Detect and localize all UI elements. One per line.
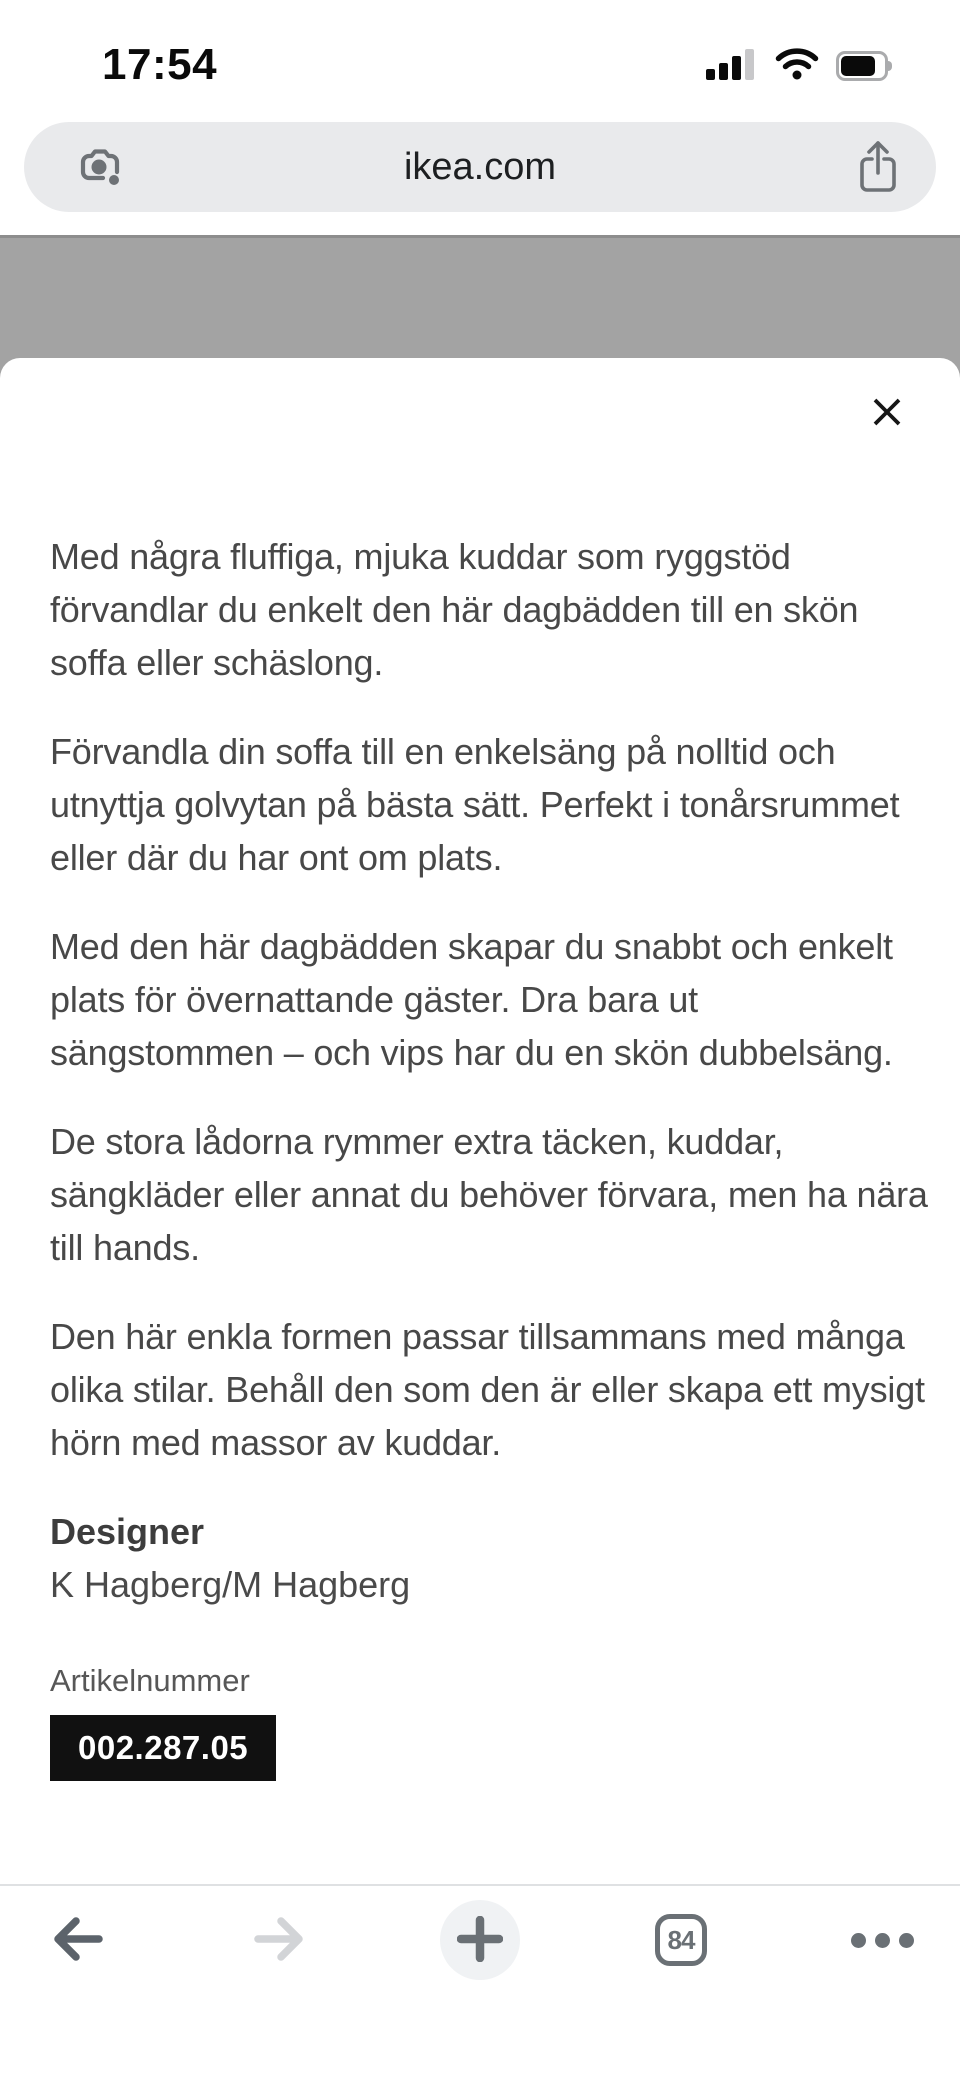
plus-icon	[457, 1916, 503, 1965]
article-number-label: Artikelnummer	[50, 1663, 250, 1698]
designer-heading: Designer	[50, 1511, 205, 1552]
dimmed-page-backdrop[interactable]	[0, 235, 960, 378]
lens-camera-icon[interactable]	[76, 143, 124, 191]
back-arrow-icon	[49, 1914, 107, 1967]
share-icon[interactable]	[858, 140, 898, 194]
chrome-gap	[0, 213, 960, 235]
description-paragraph: Med några fluffiga, mjuka kuddar som ryggstöd förvandlar du enkelt den här dagbädden till en skön soffa eller schäslong.	[50, 536, 859, 683]
tab-switcher-button[interactable]	[641, 1900, 721, 1980]
product-description	[0, 530, 960, 1781]
close-button[interactable]	[870, 396, 904, 430]
address-bar-row	[0, 122, 960, 213]
back-button[interactable]	[38, 1900, 118, 1980]
forward-button[interactable]	[239, 1900, 319, 1980]
battery-icon	[836, 51, 892, 81]
description-paragraph: Förvandla din soffa till en enkelsäng på nolltid och utnyttja golvytan på bästa sätt. Perfekt i tonårsrummet eller där du har ont om plats.	[50, 731, 900, 878]
ellipsis-icon	[851, 1933, 914, 1948]
url-text: ikea.com	[403, 145, 557, 188]
forward-arrow-icon	[250, 1914, 308, 1967]
wifi-icon	[775, 47, 819, 85]
designer-names: K Hagberg/M Hagberg	[50, 1564, 411, 1605]
description-paragraph: Med den här dagbädden skapar du snabbt och enkelt plats för övernattande gäster. Dra bara ut sängstommen – och vips har du en skön dubbelsäng.	[50, 926, 893, 1073]
status-bar	[0, 0, 960, 122]
description-paragraph: De stora lådorna rymmer extra täcken, kuddar, sängkläder eller annat du behöver förvara, men ha nära till hands.	[50, 1121, 928, 1268]
browser-toolbar	[0, 1884, 960, 2078]
article-number-badge: 002.287.05	[50, 1715, 276, 1781]
sheet-header	[0, 358, 960, 430]
clock-time: 17:54	[102, 40, 218, 89]
menu-button[interactable]	[842, 1900, 922, 1980]
product-info-sheet	[0, 358, 960, 1886]
tab-counter: 84	[655, 1914, 707, 1966]
new-tab-button[interactable]	[440, 1900, 520, 1980]
cellular-signal-icon	[706, 46, 758, 85]
description-paragraph: Den här enkla formen passar tillsammans med många olika stilar. Behåll den som den är eller skapa ett mysigt hörn med massor av kuddar.	[50, 1316, 925, 1463]
status-icons	[706, 46, 892, 85]
close-x-icon	[871, 396, 903, 431]
address-bar[interactable]	[24, 122, 936, 212]
